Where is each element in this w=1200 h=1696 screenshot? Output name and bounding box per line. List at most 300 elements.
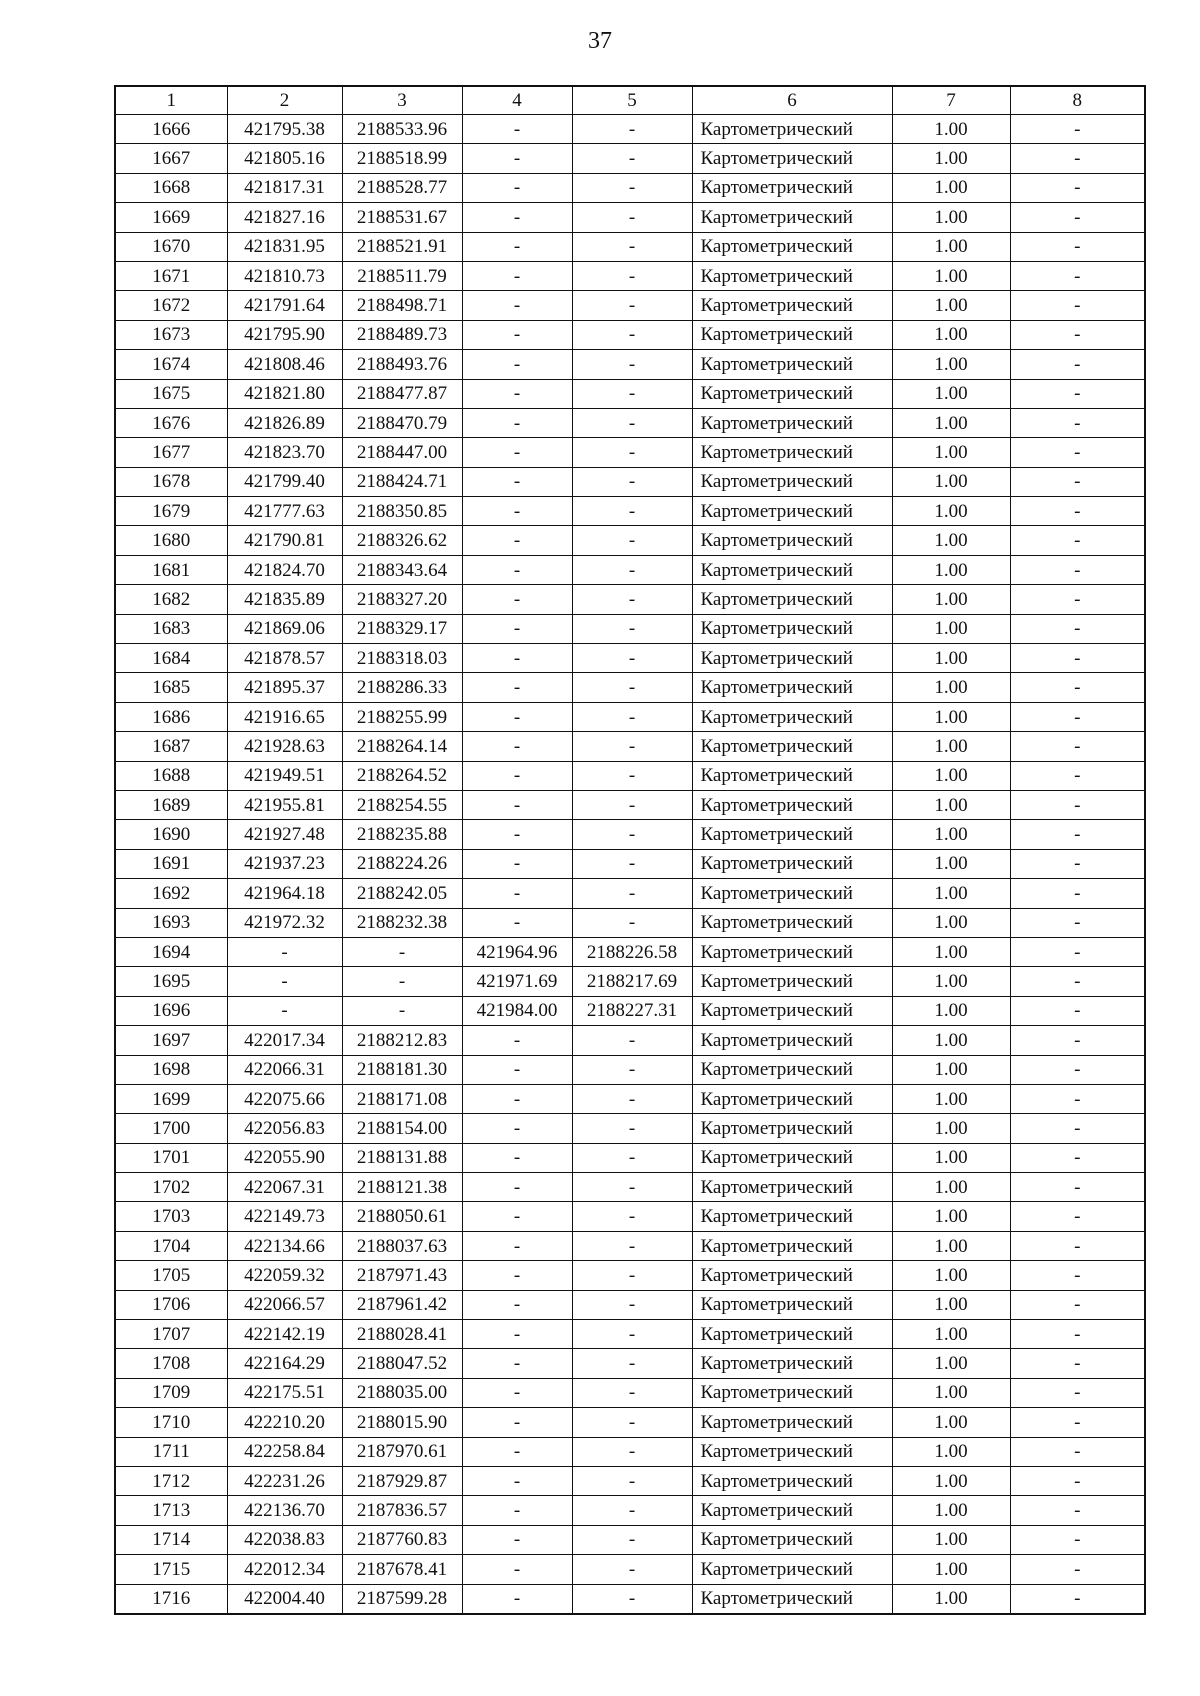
table-cell-col-6: Картометрический bbox=[692, 173, 892, 202]
table-cell-col-3: 2188154.00 bbox=[342, 1114, 462, 1143]
table-cell-col-8: - bbox=[1010, 526, 1145, 555]
table-cell-col-1: 1683 bbox=[115, 614, 227, 643]
column-header-4: 4 bbox=[462, 86, 572, 115]
table-cell-col-8: - bbox=[1010, 379, 1145, 408]
table-cell-col-5: - bbox=[572, 673, 692, 702]
table-cell-col-3: 2188015.90 bbox=[342, 1408, 462, 1437]
table-cell-col-7: 1.00 bbox=[892, 1173, 1010, 1202]
table-cell-col-1: 1707 bbox=[115, 1320, 227, 1349]
table-cell-col-2: 421777.63 bbox=[227, 497, 342, 526]
column-header-7: 7 bbox=[892, 86, 1010, 115]
table-cell-col-3: 2188327.20 bbox=[342, 585, 462, 614]
table-cell-col-1: 1667 bbox=[115, 144, 227, 173]
table-cell-col-6: Картометрический bbox=[692, 408, 892, 437]
table-row bbox=[115, 702, 1145, 731]
table-cell-col-1: 1685 bbox=[115, 673, 227, 702]
table-cell-col-7: 1.00 bbox=[892, 467, 1010, 496]
table-cell-col-3: 2188254.55 bbox=[342, 790, 462, 819]
table-cell-col-2: 422075.66 bbox=[227, 1084, 342, 1113]
table-cell-col-8: - bbox=[1010, 614, 1145, 643]
table-row bbox=[115, 379, 1145, 408]
table-header bbox=[115, 86, 1145, 115]
table-row bbox=[115, 1525, 1145, 1554]
table-row bbox=[115, 1555, 1145, 1584]
table-cell-col-4: - bbox=[462, 467, 572, 496]
table-cell-col-7: 1.00 bbox=[892, 1349, 1010, 1378]
column-header-5: 5 bbox=[572, 86, 692, 115]
table-cell-col-5: - bbox=[572, 467, 692, 496]
table-row bbox=[115, 497, 1145, 526]
table-row bbox=[115, 996, 1145, 1025]
table-cell-col-8: - bbox=[1010, 879, 1145, 908]
table-cell-col-5: - bbox=[572, 1525, 692, 1554]
table-cell-col-4: - bbox=[462, 908, 572, 937]
table-cell-col-4: 421971.69 bbox=[462, 967, 572, 996]
table-cell-col-3: 2188255.99 bbox=[342, 702, 462, 731]
table-cell-col-3: 2188447.00 bbox=[342, 438, 462, 467]
table-cell-col-1: 1700 bbox=[115, 1114, 227, 1143]
table-cell-col-8: - bbox=[1010, 408, 1145, 437]
table-row bbox=[115, 820, 1145, 849]
table-cell-col-5: - bbox=[572, 115, 692, 144]
table-cell-col-5: 2188227.31 bbox=[572, 996, 692, 1025]
table-cell-col-8: - bbox=[1010, 1408, 1145, 1437]
table-cell-col-4: - bbox=[462, 1261, 572, 1290]
table-cell-col-7: 1.00 bbox=[892, 1584, 1010, 1614]
table-cell-col-8: - bbox=[1010, 1026, 1145, 1055]
table-cell-col-8: - bbox=[1010, 1555, 1145, 1584]
table-cell-col-4: - bbox=[462, 849, 572, 878]
table-cell-col-8: - bbox=[1010, 1261, 1145, 1290]
table-cell-col-2: 422004.40 bbox=[227, 1584, 342, 1614]
table-cell-col-4: - bbox=[462, 585, 572, 614]
table-cell-col-5: - bbox=[572, 761, 692, 790]
table-cell-col-4: - bbox=[462, 379, 572, 408]
table-cell-col-7: 1.00 bbox=[892, 497, 1010, 526]
table-cell-col-2: 421878.57 bbox=[227, 644, 342, 673]
table-cell-col-8: - bbox=[1010, 1525, 1145, 1554]
column-header-8: 8 bbox=[1010, 86, 1145, 115]
table-cell-col-3: 2187929.87 bbox=[342, 1466, 462, 1495]
table-cell-col-1: 1697 bbox=[115, 1026, 227, 1055]
table-cell-col-1: 1710 bbox=[115, 1408, 227, 1437]
table-row bbox=[115, 1084, 1145, 1113]
table-cell-col-3: 2188326.62 bbox=[342, 526, 462, 555]
table-cell-col-7: 1.00 bbox=[892, 585, 1010, 614]
table-cell-col-6: Картометрический bbox=[692, 1466, 892, 1495]
table-row bbox=[115, 261, 1145, 290]
table-cell-col-1: 1676 bbox=[115, 408, 227, 437]
table-cell-col-6: Картометрический bbox=[692, 1555, 892, 1584]
table-cell-col-4: - bbox=[462, 1378, 572, 1407]
table-cell-col-6: Картометрический bbox=[692, 1320, 892, 1349]
table-cell-col-5: - bbox=[572, 1349, 692, 1378]
table-cell-col-2: 422149.73 bbox=[227, 1202, 342, 1231]
table-cell-col-5: 2188217.69 bbox=[572, 967, 692, 996]
table-cell-col-6: Картометрический bbox=[692, 1349, 892, 1378]
table-cell-col-8: - bbox=[1010, 555, 1145, 584]
table-cell-col-8: - bbox=[1010, 438, 1145, 467]
table-cell-col-5: - bbox=[572, 1084, 692, 1113]
table-cell-col-8: - bbox=[1010, 1173, 1145, 1202]
table-cell-col-1: 1704 bbox=[115, 1231, 227, 1260]
table-cell-col-2: 421810.73 bbox=[227, 261, 342, 290]
table-cell-col-6: Картометрический bbox=[692, 1055, 892, 1084]
table-cell-col-7: 1.00 bbox=[892, 644, 1010, 673]
table-cell-col-5: - bbox=[572, 203, 692, 232]
table-cell-col-5: - bbox=[572, 232, 692, 261]
table-cell-col-3: 2188518.99 bbox=[342, 144, 462, 173]
table-cell-col-6: Картометрический bbox=[692, 849, 892, 878]
table-cell-col-7: 1.00 bbox=[892, 1466, 1010, 1495]
table-cell-col-5: - bbox=[572, 644, 692, 673]
table-cell-col-4: - bbox=[462, 1525, 572, 1554]
table-cell-col-7: 1.00 bbox=[892, 261, 1010, 290]
table-cell-col-5: - bbox=[572, 1466, 692, 1495]
table-cell-col-7: 1.00 bbox=[892, 908, 1010, 937]
table-cell-col-5: - bbox=[572, 1143, 692, 1172]
table-row bbox=[115, 1114, 1145, 1143]
table-cell-col-2: 421805.16 bbox=[227, 144, 342, 173]
table-cell-col-6: Картометрический bbox=[692, 1290, 892, 1319]
table-cell-col-4: - bbox=[462, 555, 572, 584]
table-cell-col-2: - bbox=[227, 937, 342, 966]
table-cell-col-6: Картометрический bbox=[692, 1202, 892, 1231]
table-cell-col-1: 1694 bbox=[115, 937, 227, 966]
table-cell-col-8: - bbox=[1010, 1349, 1145, 1378]
table-cell-col-8: - bbox=[1010, 585, 1145, 614]
table-cell-col-7: 1.00 bbox=[892, 1026, 1010, 1055]
table-cell-col-1: 1686 bbox=[115, 702, 227, 731]
table-cell-col-2: 421972.32 bbox=[227, 908, 342, 937]
table-cell-col-2: 422055.90 bbox=[227, 1143, 342, 1172]
table-cell-col-7: 1.00 bbox=[892, 1496, 1010, 1525]
table-cell-col-2: 422258.84 bbox=[227, 1437, 342, 1466]
table-cell-col-4: - bbox=[462, 879, 572, 908]
table-cell-col-7: 1.00 bbox=[892, 937, 1010, 966]
table-cell-col-6: Картометрический bbox=[692, 467, 892, 496]
table-row bbox=[115, 761, 1145, 790]
table-cell-col-2: 421821.80 bbox=[227, 379, 342, 408]
table-cell-col-2: 422056.83 bbox=[227, 1114, 342, 1143]
table-row bbox=[115, 1261, 1145, 1290]
table-cell-col-4: - bbox=[462, 1437, 572, 1466]
table-cell-col-5: - bbox=[572, 614, 692, 643]
table-cell-col-4: - bbox=[462, 673, 572, 702]
table-cell-col-4: - bbox=[462, 1231, 572, 1260]
table-cell-col-3: 2188498.71 bbox=[342, 291, 462, 320]
table-cell-col-2: 422066.31 bbox=[227, 1055, 342, 1084]
table-cell-col-2: 421949.51 bbox=[227, 761, 342, 790]
table-cell-col-7: 1.00 bbox=[892, 350, 1010, 379]
table-cell-col-3: 2188028.41 bbox=[342, 1320, 462, 1349]
table-cell-col-8: - bbox=[1010, 996, 1145, 1025]
table-cell-col-6: Картометрический bbox=[692, 1084, 892, 1113]
table-cell-col-5: - bbox=[572, 879, 692, 908]
table-cell-col-4: - bbox=[462, 1408, 572, 1437]
table-cell-col-7: 1.00 bbox=[892, 173, 1010, 202]
table-cell-col-4: - bbox=[462, 761, 572, 790]
table-cell-col-7: 1.00 bbox=[892, 820, 1010, 849]
table-cell-col-2: 421831.95 bbox=[227, 232, 342, 261]
table-cell-col-7: 1.00 bbox=[892, 291, 1010, 320]
table-cell-col-6: Картометрический bbox=[692, 996, 892, 1025]
table-cell-col-3: 2188286.33 bbox=[342, 673, 462, 702]
table-cell-col-3: 2187678.41 bbox=[342, 1555, 462, 1584]
table-cell-col-6: Картометрический bbox=[692, 614, 892, 643]
table-cell-col-3: 2188343.64 bbox=[342, 555, 462, 584]
table-cell-col-7: 1.00 bbox=[892, 115, 1010, 144]
table-cell-col-3: 2188050.61 bbox=[342, 1202, 462, 1231]
table-cell-col-1: 1716 bbox=[115, 1584, 227, 1614]
table-cell-col-4: - bbox=[462, 1466, 572, 1495]
table-row bbox=[115, 732, 1145, 761]
table-cell-col-8: - bbox=[1010, 350, 1145, 379]
table-row bbox=[115, 908, 1145, 937]
table-cell-col-4: - bbox=[462, 1055, 572, 1084]
table-row bbox=[115, 790, 1145, 819]
table-cell-col-5: - bbox=[572, 261, 692, 290]
table-cell-col-2: 421791.64 bbox=[227, 291, 342, 320]
table-cell-col-8: - bbox=[1010, 761, 1145, 790]
table-cell-col-6: Картометрический bbox=[692, 350, 892, 379]
table-cell-col-1: 1674 bbox=[115, 350, 227, 379]
table-row bbox=[115, 1408, 1145, 1437]
table-cell-col-4: - bbox=[462, 1555, 572, 1584]
table-row bbox=[115, 1437, 1145, 1466]
table-cell-col-4: - bbox=[462, 261, 572, 290]
table-cell-col-4: - bbox=[462, 1496, 572, 1525]
table-cell-col-5: - bbox=[572, 173, 692, 202]
table-cell-col-4: - bbox=[462, 1349, 572, 1378]
table-cell-col-5: - bbox=[572, 790, 692, 819]
table-row bbox=[115, 467, 1145, 496]
table-cell-col-2: 421808.46 bbox=[227, 350, 342, 379]
table-cell-col-2: 421916.65 bbox=[227, 702, 342, 731]
table-cell-col-1: 1671 bbox=[115, 261, 227, 290]
table-cell-col-3: 2188318.03 bbox=[342, 644, 462, 673]
table-row bbox=[115, 115, 1145, 144]
table-cell-col-4: - bbox=[462, 144, 572, 173]
table-cell-col-6: Картометрический bbox=[692, 761, 892, 790]
table-cell-col-8: - bbox=[1010, 1496, 1145, 1525]
table-cell-col-6: Картометрический bbox=[692, 438, 892, 467]
table-cell-col-6: Картометрический bbox=[692, 937, 892, 966]
table-cell-col-7: 1.00 bbox=[892, 1114, 1010, 1143]
table-cell-col-4: - bbox=[462, 1114, 572, 1143]
table-cell-col-1: 1712 bbox=[115, 1466, 227, 1495]
table-cell-col-3: 2188264.14 bbox=[342, 732, 462, 761]
table-cell-col-8: - bbox=[1010, 1290, 1145, 1319]
table-cell-col-5: - bbox=[572, 1290, 692, 1319]
table-row bbox=[115, 232, 1145, 261]
table-cell-col-7: 1.00 bbox=[892, 1525, 1010, 1554]
table-cell-col-8: - bbox=[1010, 732, 1145, 761]
table-cell-col-4: - bbox=[462, 1084, 572, 1113]
table-row bbox=[115, 408, 1145, 437]
table-cell-col-5: - bbox=[572, 1026, 692, 1055]
table-cell-col-3: 2188350.85 bbox=[342, 497, 462, 526]
table-cell-col-3: 2188131.88 bbox=[342, 1143, 462, 1172]
table-cell-col-5: - bbox=[572, 1378, 692, 1407]
page-number: 37 bbox=[588, 28, 612, 54]
table-cell-col-6: Картометрический bbox=[692, 115, 892, 144]
table-cell-col-2: 421795.38 bbox=[227, 115, 342, 144]
table-row bbox=[115, 614, 1145, 643]
table-cell-col-8: - bbox=[1010, 203, 1145, 232]
table-cell-col-3: 2188047.52 bbox=[342, 1349, 462, 1378]
table-cell-col-8: - bbox=[1010, 467, 1145, 496]
table-cell-col-5: - bbox=[572, 1202, 692, 1231]
table-cell-col-5: - bbox=[572, 291, 692, 320]
table-cell-col-1: 1695 bbox=[115, 967, 227, 996]
table-cell-col-6: Картометрический bbox=[692, 1114, 892, 1143]
table-cell-col-6: Картометрический bbox=[692, 790, 892, 819]
table-row bbox=[115, 1584, 1145, 1614]
table-cell-col-7: 1.00 bbox=[892, 996, 1010, 1025]
table-cell-col-3: 2188264.52 bbox=[342, 761, 462, 790]
table-cell-col-1: 1701 bbox=[115, 1143, 227, 1172]
table-cell-col-2: 421827.16 bbox=[227, 203, 342, 232]
table-cell-col-1: 1666 bbox=[115, 115, 227, 144]
table-cell-col-2: 422059.32 bbox=[227, 1261, 342, 1290]
table-cell-col-4: - bbox=[462, 115, 572, 144]
table-cell-col-1: 1679 bbox=[115, 497, 227, 526]
table-cell-col-8: - bbox=[1010, 1143, 1145, 1172]
column-header-2: 2 bbox=[227, 86, 342, 115]
table-row bbox=[115, 849, 1145, 878]
table-cell-col-2: 421817.31 bbox=[227, 173, 342, 202]
table-cell-col-5: - bbox=[572, 585, 692, 614]
table-cell-col-8: - bbox=[1010, 173, 1145, 202]
table-cell-col-7: 1.00 bbox=[892, 232, 1010, 261]
table-cell-col-6: Картометрический bbox=[692, 732, 892, 761]
table-cell-col-8: - bbox=[1010, 1114, 1145, 1143]
table-cell-col-8: - bbox=[1010, 144, 1145, 173]
table-cell-col-3: 2187599.28 bbox=[342, 1584, 462, 1614]
table-cell-col-7: 1.00 bbox=[892, 1408, 1010, 1437]
table-row bbox=[115, 1496, 1145, 1525]
table-cell-col-8: - bbox=[1010, 702, 1145, 731]
table-cell-col-3: 2188470.79 bbox=[342, 408, 462, 437]
table-cell-col-2: 421826.89 bbox=[227, 408, 342, 437]
table-cell-col-1: 1690 bbox=[115, 820, 227, 849]
table-cell-col-2: 421955.81 bbox=[227, 790, 342, 819]
table-cell-col-7: 1.00 bbox=[892, 849, 1010, 878]
table-cell-col-7: 1.00 bbox=[892, 320, 1010, 349]
table-cell-col-5: - bbox=[572, 1261, 692, 1290]
table-cell-col-4: - bbox=[462, 614, 572, 643]
table-cell-col-4: - bbox=[462, 644, 572, 673]
table-cell-col-7: 1.00 bbox=[892, 614, 1010, 643]
table-cell-col-2: 422038.83 bbox=[227, 1525, 342, 1554]
table-row bbox=[115, 1466, 1145, 1495]
table-cell-col-1: 1691 bbox=[115, 849, 227, 878]
table-cell-col-6: Картометрический bbox=[692, 144, 892, 173]
table-cell-col-6: Картометрический bbox=[692, 585, 892, 614]
table-cell-col-6: Картометрический bbox=[692, 879, 892, 908]
table-cell-col-2: 422067.31 bbox=[227, 1173, 342, 1202]
table-cell-col-7: 1.00 bbox=[892, 1437, 1010, 1466]
table-cell-col-8: - bbox=[1010, 1466, 1145, 1495]
table-cell-col-4: 421984.00 bbox=[462, 996, 572, 1025]
table-cell-col-4: - bbox=[462, 1290, 572, 1319]
table-cell-col-8: - bbox=[1010, 1320, 1145, 1349]
table-row bbox=[115, 1055, 1145, 1084]
table-cell-col-4: - bbox=[462, 732, 572, 761]
table-cell-col-4: - bbox=[462, 1173, 572, 1202]
table-cell-col-8: - bbox=[1010, 1437, 1145, 1466]
table-cell-col-3: 2187760.83 bbox=[342, 1525, 462, 1554]
table-cell-col-3: 2187961.42 bbox=[342, 1290, 462, 1319]
column-header-1: 1 bbox=[115, 86, 227, 115]
table-cell-col-1: 1680 bbox=[115, 526, 227, 555]
table-cell-col-3: 2188035.00 bbox=[342, 1378, 462, 1407]
table-cell-col-4: - bbox=[462, 203, 572, 232]
table-cell-col-5: - bbox=[572, 320, 692, 349]
table-cell-col-1: 1693 bbox=[115, 908, 227, 937]
table-row bbox=[115, 1202, 1145, 1231]
table-cell-col-4: - bbox=[462, 232, 572, 261]
table-cell-col-6: Картометрический bbox=[692, 320, 892, 349]
table-cell-col-2: - bbox=[227, 996, 342, 1025]
table-cell-col-1: 1692 bbox=[115, 879, 227, 908]
table-cell-col-6: Картометрический bbox=[692, 232, 892, 261]
table-cell-col-2: 422012.34 bbox=[227, 1555, 342, 1584]
table-cell-col-3: 2188521.91 bbox=[342, 232, 462, 261]
coordinates-table bbox=[114, 85, 1146, 1615]
table-cell-col-1: 1715 bbox=[115, 1555, 227, 1584]
table-cell-col-7: 1.00 bbox=[892, 203, 1010, 232]
table-cell-col-5: 2188226.58 bbox=[572, 937, 692, 966]
table-cell-col-7: 1.00 bbox=[892, 673, 1010, 702]
table-cell-col-1: 1709 bbox=[115, 1378, 227, 1407]
table-cell-col-1: 1696 bbox=[115, 996, 227, 1025]
table-cell-col-2: 422142.19 bbox=[227, 1320, 342, 1349]
table-cell-col-3: 2188528.77 bbox=[342, 173, 462, 202]
table-cell-col-7: 1.00 bbox=[892, 1055, 1010, 1084]
table-cell-col-5: - bbox=[572, 1584, 692, 1614]
table-cell-col-7: 1.00 bbox=[892, 1261, 1010, 1290]
table-cell-col-3: 2188489.73 bbox=[342, 320, 462, 349]
table-cell-col-3: 2188037.63 bbox=[342, 1231, 462, 1260]
table-cell-col-5: - bbox=[572, 408, 692, 437]
table-row bbox=[115, 585, 1145, 614]
table-cell-col-4: - bbox=[462, 1143, 572, 1172]
table-cell-col-2: 421823.70 bbox=[227, 438, 342, 467]
table-cell-col-6: Картометрический bbox=[692, 644, 892, 673]
table-row bbox=[115, 555, 1145, 584]
table-cell-col-6: Картометрический bbox=[692, 261, 892, 290]
table-cell-col-3: 2187970.61 bbox=[342, 1437, 462, 1466]
table-cell-col-4: - bbox=[462, 438, 572, 467]
table-cell-col-6: Картометрический bbox=[692, 203, 892, 232]
table-cell-col-5: - bbox=[572, 732, 692, 761]
table-cell-col-2: 421835.89 bbox=[227, 585, 342, 614]
table-cell-col-4: - bbox=[462, 408, 572, 437]
table-cell-col-3: 2188171.08 bbox=[342, 1084, 462, 1113]
table-cell-col-7: 1.00 bbox=[892, 879, 1010, 908]
header-row bbox=[115, 86, 1145, 115]
table-cell-col-8: - bbox=[1010, 115, 1145, 144]
table-cell-col-3: 2187971.43 bbox=[342, 1261, 462, 1290]
table-cell-col-3: 2188329.17 bbox=[342, 614, 462, 643]
table-cell-col-5: - bbox=[572, 350, 692, 379]
table-cell-col-7: 1.00 bbox=[892, 526, 1010, 555]
table-row bbox=[115, 526, 1145, 555]
table-row bbox=[115, 1173, 1145, 1202]
table-cell-col-8: - bbox=[1010, 967, 1145, 996]
